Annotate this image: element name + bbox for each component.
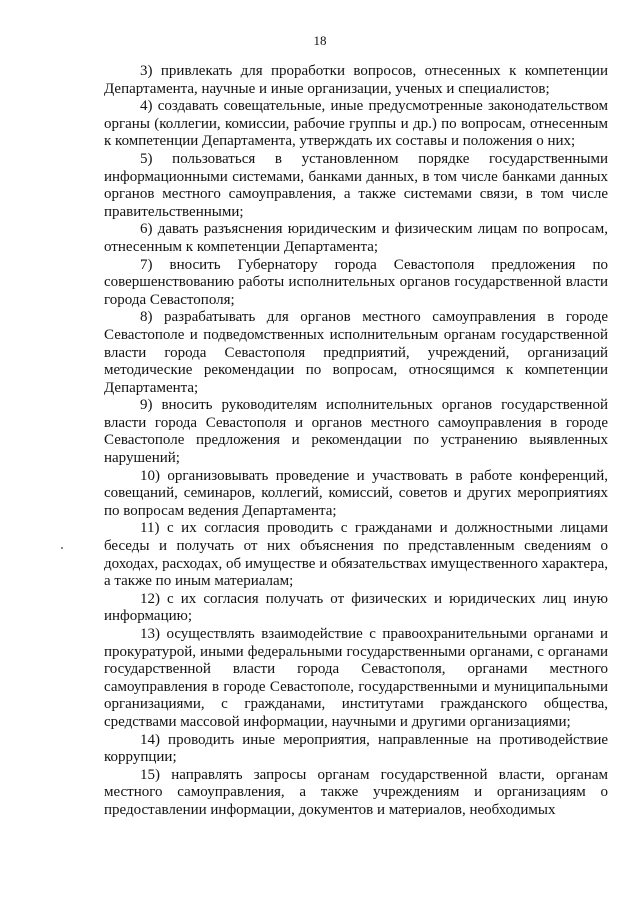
paragraph-item-15: 15) направлять запросы органам государственной власти, органам местного самоуправления, а также учреждениям и организациям о предоставлении информации, документов и материалов, необходимых (104, 766, 608, 818)
paragraph-item-5: 5) пользоваться в установленном порядке государственными информационными системами, банками данных, в том числе банками данных органов местного самоуправления, а также системами связи, в том числе правительственными; (104, 150, 608, 220)
paragraph-item-8: 8) разрабатывать для органов местного самоуправления в городе Севастополе и подведомственных исполнительным органам государственной власти города Севастополя предприятий, учреждений, организаций методические рекомендации по вопросам, относящимся к компетенции Департамента; (104, 309, 608, 396)
paragraph-item-12: 12) с их согласия получать от физических и юридических лиц иную информацию; (104, 590, 608, 625)
page-number: 18 (313, 33, 327, 48)
scan-speck (61, 547, 63, 549)
paragraph-item-6: 6) давать разъяснения юридическим и физическим лицам по вопросам, отнесенным к компетенции Департамента; (104, 221, 608, 255)
paragraph-item-4: 4) создавать совещательные, иные предусмотренные законодательством органы (коллегии, комиссии, рабочие группы и др.) по вопросам, отнесенным к компетенции Департамента, утверждать их составы и положения о них; (104, 98, 608, 150)
paragraph-item-7: 7) вносить Губернатору города Севастополя предложения по совершенствованию работы исполнительных органов государственной власти города Севастополя; (104, 256, 608, 308)
document-body (104, 63, 608, 820)
paragraph-item-11: 11) с их согласия проводить с гражданами и должностными лицами беседы и получать от них объяснения по представленным сведениям о доходах, расходах, об имуществе и обязательствах имущественного характера, а также по иным материалам; (104, 520, 608, 590)
paragraph-item-14: 14) проводить иные мероприятия, направленные на противодействие коррупции; (104, 731, 608, 766)
paragraph-item-3: 3) привлекать для проработки вопросов, отнесенных к компетенции Департамента, научные и иные организации, ученых и специалистов; (104, 63, 608, 97)
paragraph-item-13: 13) осуществлять взаимодействие с правоохранительными органами и прокуратурой, иными федеральными государственными органами, с органами государственной власти города Севастополя, органами местного самоуправления в городе Севастополе, государственными и муниципальными организациями, с гражданами, институтами гражданского общества, средствами массовой информации, научными и другими организациями; (104, 626, 608, 730)
paragraph-item-10: 10) организовывать проведение и участвовать в работе конференций, совещаний, семинаров, коллегий, комиссий, советов и других мероприятиях по вопросам ведения Департамента; (104, 467, 608, 519)
paragraph-item-9: 9) вносить руководителям исполнительных органов государственной власти города Севастополя и органов местного самоуправления в городе Севастополе предложения и рекомендации по устранению выявленных нарушений; (104, 397, 608, 467)
